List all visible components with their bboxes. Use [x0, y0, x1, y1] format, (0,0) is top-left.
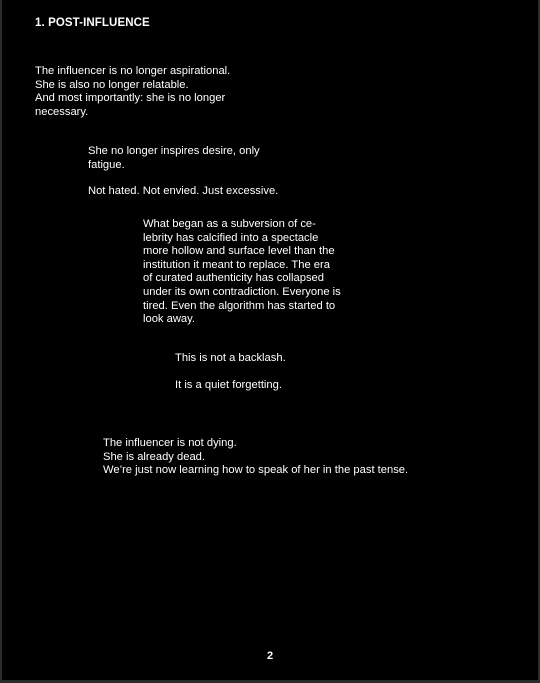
text-line: We’re just now learning how to speak of her in the past tense.: [103, 464, 409, 477]
text-line: fatigue.: [88, 158, 125, 171]
text-line: institution it meant to replace. The era: [143, 258, 330, 271]
text-line: She is already dead.: [103, 450, 205, 463]
text-line: She is also no longer relatable.: [35, 78, 189, 91]
text-line: tired. Even the algorithm has started to: [143, 299, 336, 312]
paragraph-excessive: [88, 185, 348, 199]
text-line: This is not a backlash.: [175, 352, 286, 364]
text-line: look away.: [143, 313, 196, 326]
text-line: The influencer is no longer aspirational.: [35, 65, 231, 77]
text-line: of curated authenticity has collapsed: [143, 272, 324, 285]
text-line: Not hated. Not envied. Just excessive.: [88, 185, 279, 197]
text-line: She no longer inspires desire, only: [88, 145, 260, 157]
text-line: And most importantly: she is no longer: [35, 92, 226, 105]
paragraph-fatigue: [88, 145, 288, 172]
paragraph-subversion: [143, 218, 363, 327]
text-line: under its own contradiction. Everyone is: [143, 285, 341, 298]
text-line: more hollow and surface level than the: [143, 245, 335, 258]
paragraph-intro: [35, 65, 265, 119]
paragraph-closing: [103, 437, 443, 478]
text-line: What began as a subversion of ce-: [143, 218, 316, 230]
text-line: necessary.: [35, 105, 89, 118]
paragraph-backlash: [175, 352, 375, 366]
page-number: 2: [266, 650, 274, 662]
text-line: It is a quiet forgetting.: [175, 379, 282, 391]
text-line: lebrity has calcified into a spectacle: [143, 231, 319, 244]
paragraph-forgetting: [175, 379, 375, 393]
text-line: The influencer is not dying.: [103, 437, 237, 449]
section-heading: 1. POST-INFLUENCE: [35, 17, 150, 29]
document-page: [2, 0, 538, 680]
